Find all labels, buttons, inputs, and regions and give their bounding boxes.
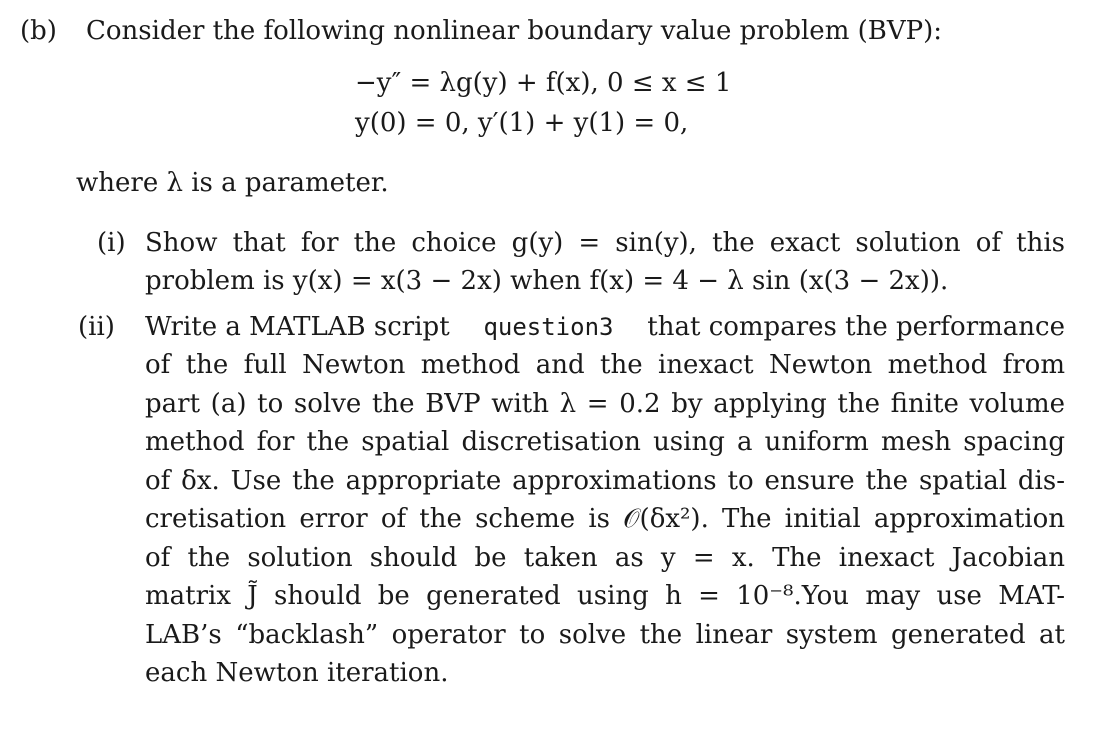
where-text: where λ is a parameter. [76,168,389,198]
item-ii-line-2: of the full Newton method and the inexact Newton method from [145,350,1065,380]
item-i-line-2: problem is y(x) = x(3 − 2x) when f(x) = 4 − λ sin (x(3 − 2x)). [145,266,949,296]
item-ii-line-6: cretisation error of the scheme is 𝒪(δx²). The initial approximation [145,504,1065,534]
part-label: (b) [20,16,57,46]
intro-text: Consider the following nonlinear boundary value problem (BVP): [86,16,943,46]
script-name-code: question3 [483,313,614,341]
item-i-label: (i) [97,228,126,258]
item-ii-line-7: of the solution should be taken as y = x. The inexact Jacobian [145,543,1065,573]
item-ii-line-3: part (a) to solve the BVP with λ = 0.2 by applying the finite volume [145,389,1065,419]
item-ii-line-1-pre: Write a MATLAB script [145,312,450,342]
item-ii-line-8: matrix J̃ should be generated using h = 10⁻⁸.You may use MAT- [145,581,1065,611]
item-ii-line-1 [145,308,1065,346]
item-ii-line-4: method for the spatial discretisation using a uniform mesh spacing [145,427,1065,457]
item-ii-line-9: LAB’s “backlash” operator to solve the linear system generated at [145,620,1065,650]
item-i-line-1: Show that for the choice g(y) = sin(y), the exact solution of this [145,228,1065,258]
item-ii-label: (ii) [78,312,115,342]
equation-ode: −y″ = λg(y) + f(x), 0 ≤ x ≤ 1 [355,68,732,98]
item-ii-line-5: of δx. Use the appropriate approximations to ensure the spatial dis- [145,466,1065,496]
item-ii-line-1-post: that compares the performance [647,312,1065,342]
item-ii-line-10: each Newton iteration. [145,658,449,688]
equation-boundary: y(0) = 0, y′(1) + y(1) = 0, [355,108,689,138]
